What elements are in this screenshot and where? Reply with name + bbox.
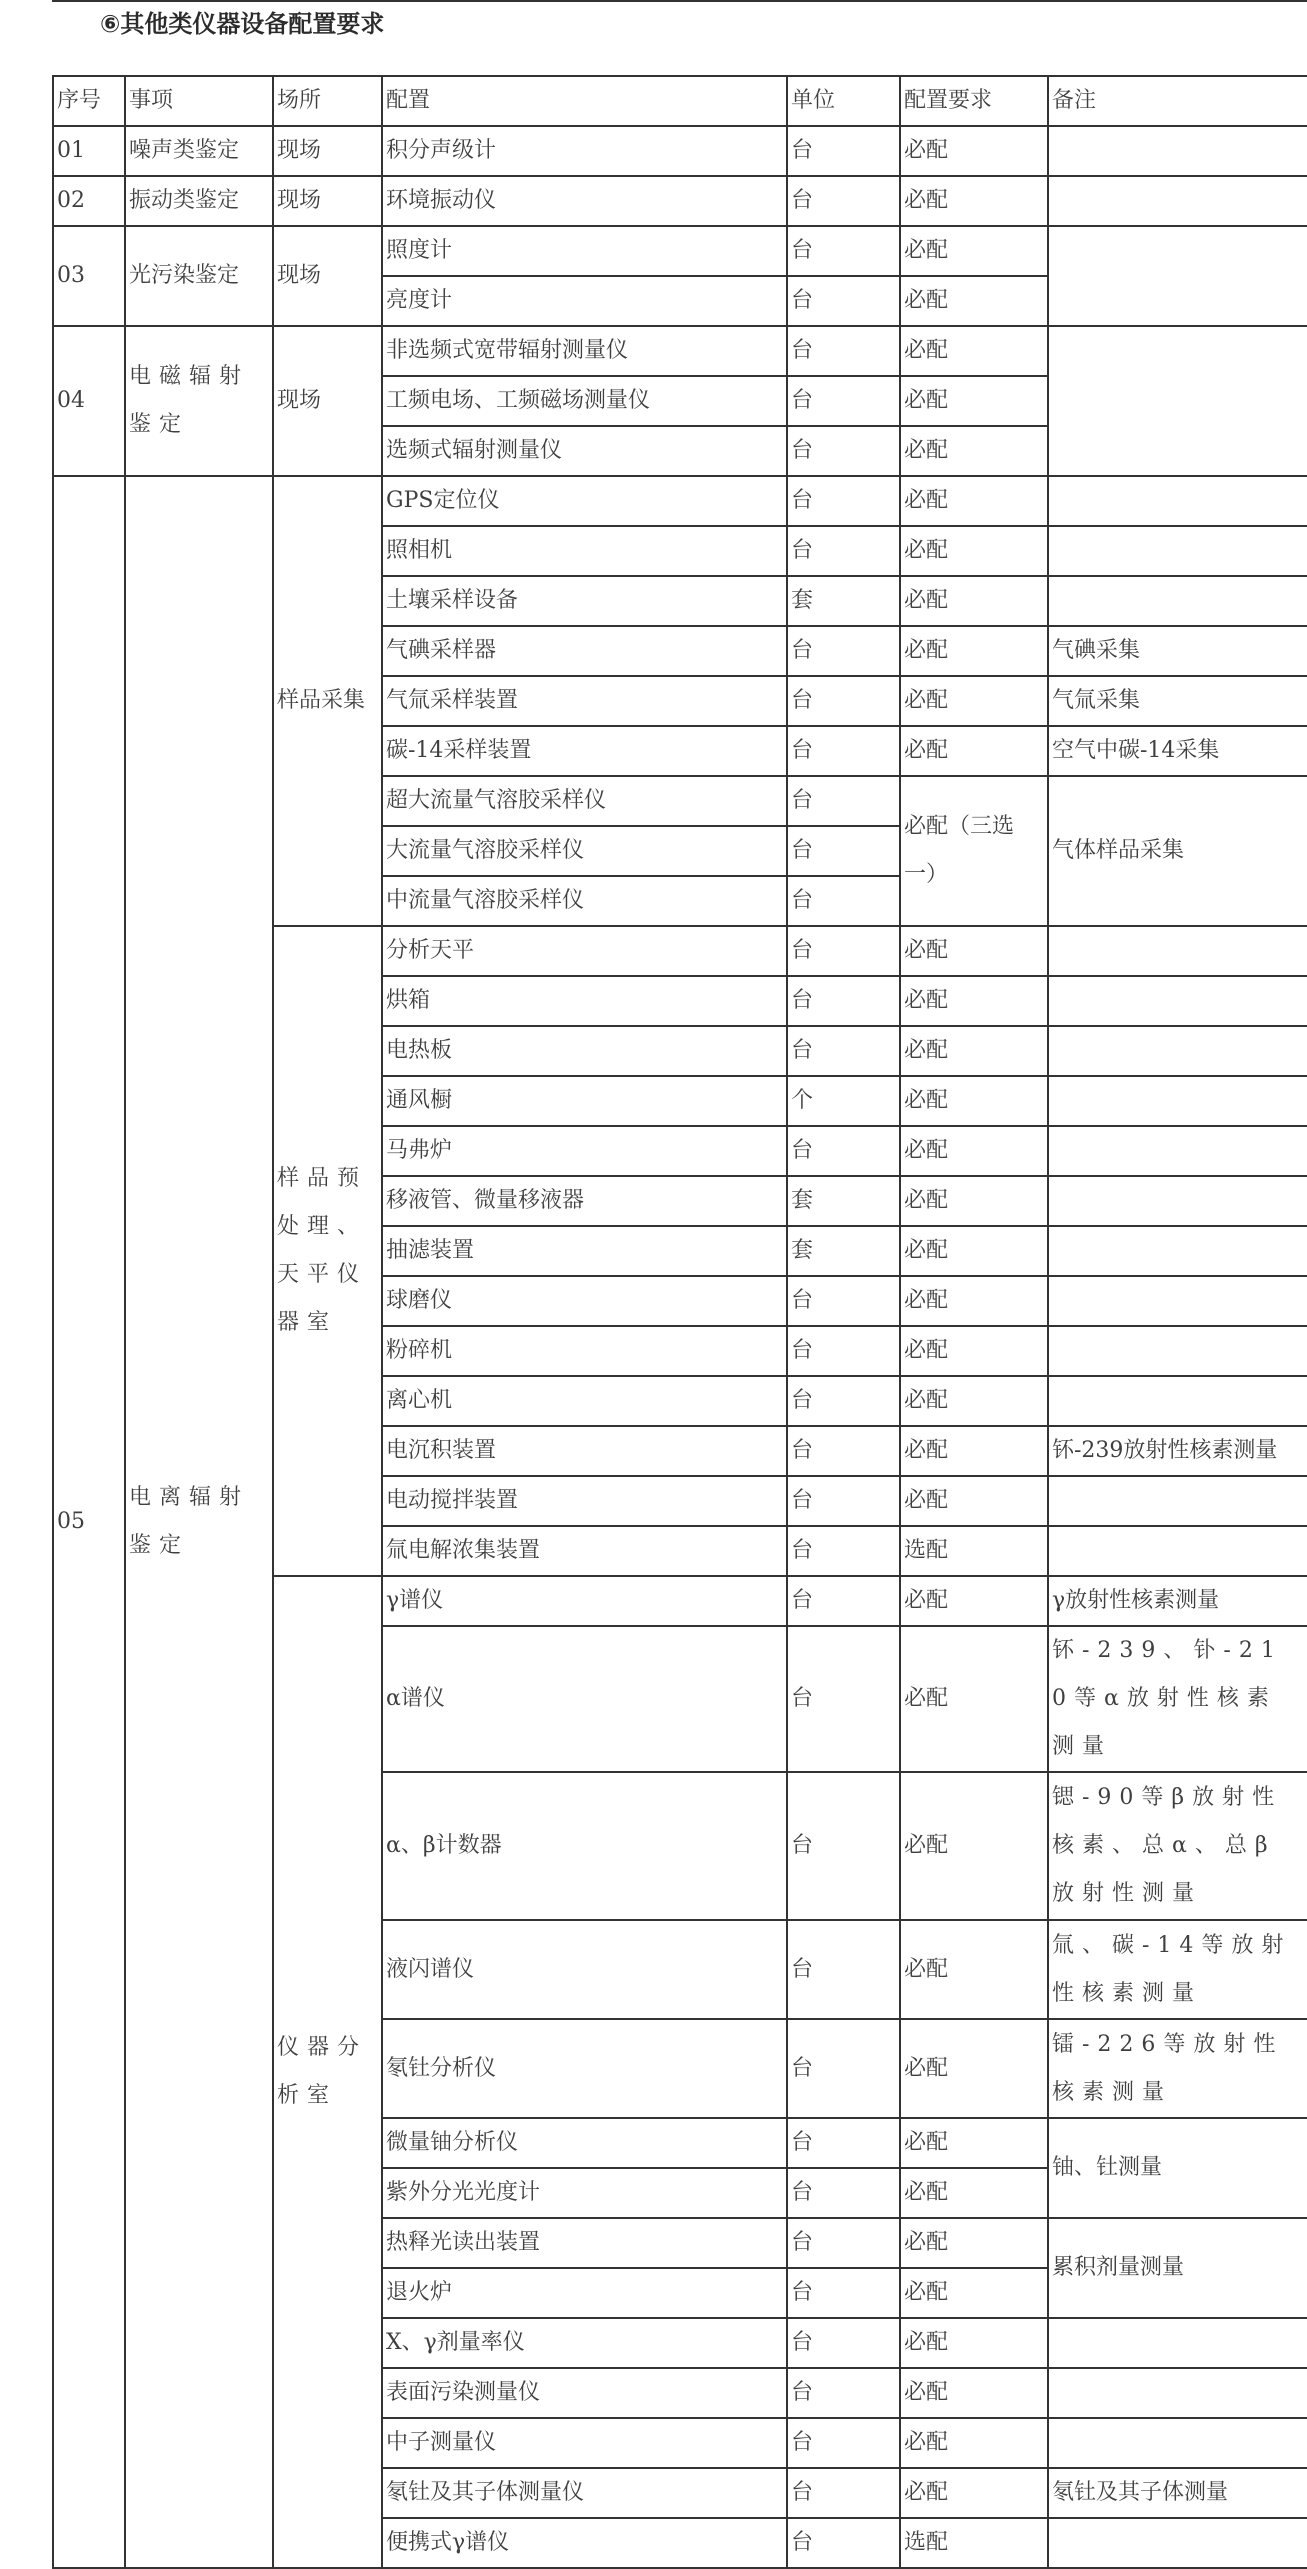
section-no: 05 xyxy=(53,476,125,2568)
requirement-cell: 必配 xyxy=(900,1226,1048,1276)
config-cell: 积分声级计 xyxy=(382,126,787,176)
config-cell: 表面污染测量仪 xyxy=(382,2368,787,2418)
header-unit: 单位 xyxy=(787,76,900,126)
config-cell: 照度计 xyxy=(382,226,787,276)
header-note: 备注 xyxy=(1048,76,1307,126)
requirement-cell: 必配 xyxy=(900,926,1048,976)
equipment-config-table xyxy=(52,75,1307,2569)
unit-cell: 台 xyxy=(787,326,900,376)
requirement-cell: 必配 xyxy=(900,1326,1048,1376)
config-cell: 紫外分光光度计 xyxy=(382,2168,787,2218)
section-item: 光污染鉴定 xyxy=(125,226,273,326)
note-cell xyxy=(1048,326,1307,476)
requirement-cell: 必配 xyxy=(900,126,1048,176)
requirement-cell: 必配 xyxy=(900,2268,1048,2318)
requirement-cell: 必配 xyxy=(900,2118,1048,2168)
unit-cell: 台 xyxy=(787,376,900,426)
note-cell xyxy=(1048,1326,1307,1376)
config-cell: 氡钍及其子体测量仪 xyxy=(382,2468,787,2518)
config-cell: 电热板 xyxy=(382,1026,787,1076)
requirement-cell: 必配 xyxy=(900,676,1048,726)
note-cell xyxy=(1048,226,1307,326)
unit-cell: 台 xyxy=(787,626,900,676)
unit-cell: 台 xyxy=(787,1920,900,2019)
config-cell: 通风橱 xyxy=(382,1076,787,1126)
unit-cell: 台 xyxy=(787,676,900,726)
note-cell xyxy=(1048,176,1307,226)
requirement-cell: 必配 xyxy=(900,1026,1048,1076)
requirement-cell: 必配 xyxy=(900,426,1048,476)
config-cell: 照相机 xyxy=(382,526,787,576)
requirement-cell: 必配 xyxy=(900,2468,1048,2518)
config-cell: 移液管、微量移液器 xyxy=(382,1176,787,1226)
requirement-cell: 必配 xyxy=(900,376,1048,426)
unit-cell: 台 xyxy=(787,2019,900,2118)
unit-cell: 台 xyxy=(787,476,900,526)
config-cell: 电沉积装置 xyxy=(382,1426,787,1476)
config-cell: 气氚采样装置 xyxy=(382,676,787,726)
note-cell xyxy=(1048,2518,1307,2568)
config-cell: 便携式γ谱仪 xyxy=(382,2518,787,2568)
unit-cell: 台 xyxy=(787,1326,900,1376)
unit-cell: 台 xyxy=(787,176,900,226)
requirement-cell: 必配 xyxy=(900,1376,1048,1426)
config-cell: 中子测量仪 xyxy=(382,2418,787,2468)
note-cell: 气氚采集 xyxy=(1048,676,1307,726)
config-cell: 超大流量气溶胶采样仪 xyxy=(382,776,787,826)
note-cell xyxy=(1048,126,1307,176)
table-row xyxy=(53,326,1307,376)
section-item: 电离辐射鉴定 xyxy=(125,476,273,2568)
config-cell: 离心机 xyxy=(382,1376,787,1426)
unit-cell: 台 xyxy=(787,1376,900,1426)
unit-cell: 台 xyxy=(787,1276,900,1326)
unit-cell: 台 xyxy=(787,1626,900,1772)
note-cell: γ放射性核素测量 xyxy=(1048,1576,1307,1626)
unit-cell: 台 xyxy=(787,1576,900,1626)
config-cell: 大流量气溶胶采样仪 xyxy=(382,826,787,876)
config-cell: 热释光读出装置 xyxy=(382,2218,787,2268)
requirement-cell: 必配 xyxy=(900,1920,1048,2019)
unit-cell: 台 xyxy=(787,776,900,826)
config-cell: 电动搅拌装置 xyxy=(382,1476,787,1526)
requirement-cell: 必配 xyxy=(900,1576,1048,1626)
requirement-cell: 必配 xyxy=(900,226,1048,276)
section-no: 03 xyxy=(53,226,125,326)
section-item: 电磁辐射鉴定 xyxy=(125,326,273,476)
unit-cell: 台 xyxy=(787,1126,900,1176)
requirement-cell: 必配 xyxy=(900,2418,1048,2468)
note-cell xyxy=(1048,1526,1307,1576)
note-cell xyxy=(1048,2318,1307,2368)
note-cell xyxy=(1048,526,1307,576)
requirement-cell: 必配 xyxy=(900,1426,1048,1476)
note-cell xyxy=(1048,476,1307,526)
unit-cell: 台 xyxy=(787,2368,900,2418)
section-place: 现场 xyxy=(273,326,382,476)
note-cell: 镭-226等放射性核素测量 xyxy=(1048,2019,1307,2118)
unit-cell: 台 xyxy=(787,126,900,176)
note-cell: 氡钍及其子体测量 xyxy=(1048,2468,1307,2518)
unit-cell: 台 xyxy=(787,2318,900,2368)
unit-cell: 台 xyxy=(787,2168,900,2218)
table-row xyxy=(53,176,1307,226)
unit-cell: 台 xyxy=(787,226,900,276)
note-cell xyxy=(1048,576,1307,626)
config-cell: X、γ剂量率仪 xyxy=(382,2318,787,2368)
note-cell: 气体样品采集 xyxy=(1048,776,1307,926)
unit-cell: 台 xyxy=(787,1476,900,1526)
unit-cell: 台 xyxy=(787,726,900,776)
unit-cell: 台 xyxy=(787,1526,900,1576)
unit-cell: 台 xyxy=(787,276,900,326)
config-cell: 微量铀分析仪 xyxy=(382,2118,787,2168)
config-cell: 选频式辐射测量仪 xyxy=(382,426,787,476)
section-item: 噪声类鉴定 xyxy=(125,126,273,176)
page-title: ⑥其他类仪器设备配置要求 xyxy=(100,10,385,38)
requirement-cell: 必配 xyxy=(900,476,1048,526)
requirement-cell: 必配 xyxy=(900,176,1048,226)
requirement-cell: 必配（三选一） xyxy=(900,776,1048,926)
requirement-cell: 必配 xyxy=(900,1626,1048,1772)
config-cell: 亮度计 xyxy=(382,276,787,326)
unit-cell: 套 xyxy=(787,1176,900,1226)
section-place: 样品预处理、天平仪器室 xyxy=(273,926,382,1576)
note-cell: 铀、钍测量 xyxy=(1048,2118,1307,2218)
requirement-cell: 必配 xyxy=(900,2019,1048,2118)
note-cell: 气碘采集 xyxy=(1048,626,1307,676)
requirement-cell: 必配 xyxy=(900,1126,1048,1176)
unit-cell: 台 xyxy=(787,1026,900,1076)
unit-cell: 台 xyxy=(787,2118,900,2168)
requirement-cell: 必配 xyxy=(900,1276,1048,1326)
section-place: 现场 xyxy=(273,226,382,326)
unit-cell: 台 xyxy=(787,876,900,926)
requirement-cell: 必配 xyxy=(900,526,1048,576)
requirement-cell: 选配 xyxy=(900,2518,1048,2568)
config-cell: 非选频式宽带辐射测量仪 xyxy=(382,326,787,376)
note-cell xyxy=(1048,1376,1307,1426)
header-place: 场所 xyxy=(273,76,382,126)
unit-cell: 台 xyxy=(787,426,900,476)
config-cell: 氚电解浓集装置 xyxy=(382,1526,787,1576)
table-row xyxy=(53,126,1307,176)
config-cell: 液闪谱仪 xyxy=(382,1920,787,2019)
unit-cell: 套 xyxy=(787,1226,900,1276)
note-cell: 氚、碳-14等放射性核素测量 xyxy=(1048,1920,1307,2019)
unit-cell: 台 xyxy=(787,2518,900,2568)
unit-cell: 台 xyxy=(787,2218,900,2268)
note-cell xyxy=(1048,1276,1307,1326)
config-cell: α、β计数器 xyxy=(382,1772,787,1920)
requirement-cell: 必配 xyxy=(900,1772,1048,1920)
config-cell: 球磨仪 xyxy=(382,1276,787,1326)
config-cell: 分析天平 xyxy=(382,926,787,976)
unit-cell: 台 xyxy=(787,926,900,976)
config-cell: γ谱仪 xyxy=(382,1576,787,1626)
config-cell: 烘箱 xyxy=(382,976,787,1026)
requirement-cell: 必配 xyxy=(900,2368,1048,2418)
requirement-cell: 必配 xyxy=(900,626,1048,676)
config-cell: α谱仪 xyxy=(382,1626,787,1772)
note-cell xyxy=(1048,2368,1307,2418)
requirement-cell: 必配 xyxy=(900,2318,1048,2368)
section-place: 样品采集 xyxy=(273,476,382,926)
section-no: 02 xyxy=(53,176,125,226)
unit-cell: 台 xyxy=(787,1772,900,1920)
note-cell xyxy=(1048,926,1307,976)
unit-cell: 台 xyxy=(787,2418,900,2468)
unit-cell: 套 xyxy=(787,576,900,626)
config-cell: 土壤采样设备 xyxy=(382,576,787,626)
unit-cell: 个 xyxy=(787,1076,900,1126)
section-no: 01 xyxy=(53,126,125,176)
section-place: 仪器分析室 xyxy=(273,1576,382,2568)
requirement-cell: 必配 xyxy=(900,1176,1048,1226)
header-item: 事项 xyxy=(125,76,273,126)
note-cell xyxy=(1048,2418,1307,2468)
header-no: 序号 xyxy=(53,76,125,126)
note-cell: 钚-239、钋-210等α放射性核素测量 xyxy=(1048,1626,1307,1772)
requirement-cell: 必配 xyxy=(900,1076,1048,1126)
header-requirement: 配置要求 xyxy=(900,76,1048,126)
unit-cell: 台 xyxy=(787,2468,900,2518)
note-cell xyxy=(1048,1026,1307,1076)
requirement-cell: 必配 xyxy=(900,326,1048,376)
header-config: 配置 xyxy=(382,76,787,126)
config-cell: 粉碎机 xyxy=(382,1326,787,1376)
section-item: 振动类鉴定 xyxy=(125,176,273,226)
requirement-cell: 必配 xyxy=(900,976,1048,1026)
config-cell: 环境振动仪 xyxy=(382,176,787,226)
config-cell: 工频电场、工频磁场测量仪 xyxy=(382,376,787,426)
unit-cell: 台 xyxy=(787,2268,900,2318)
config-cell: 氡钍分析仪 xyxy=(382,2019,787,2118)
note-cell xyxy=(1048,1226,1307,1276)
config-cell: 抽滤装置 xyxy=(382,1226,787,1276)
note-cell xyxy=(1048,1476,1307,1526)
note-cell xyxy=(1048,1176,1307,1226)
note-cell: 锶-90等β放射性核素、总α、总β放射性测量 xyxy=(1048,1772,1307,1920)
config-cell: 气碘采样器 xyxy=(382,626,787,676)
requirement-cell: 必配 xyxy=(900,576,1048,626)
requirement-cell: 选配 xyxy=(900,1526,1048,1576)
table-row xyxy=(53,476,1307,526)
requirement-cell: 必配 xyxy=(900,276,1048,326)
note-cell: 空气中碳-14采集 xyxy=(1048,726,1307,776)
requirement-cell: 必配 xyxy=(900,1476,1048,1526)
table-row xyxy=(53,226,1307,276)
requirement-cell: 必配 xyxy=(900,2218,1048,2268)
note-cell xyxy=(1048,1076,1307,1126)
requirement-cell: 必配 xyxy=(900,2168,1048,2218)
section-place: 现场 xyxy=(273,176,382,226)
note-cell: 累积剂量测量 xyxy=(1048,2218,1307,2318)
section-place: 现场 xyxy=(273,126,382,176)
unit-cell: 台 xyxy=(787,1426,900,1476)
config-cell: 碳-14采样装置 xyxy=(382,726,787,776)
config-cell: 中流量气溶胶采样仪 xyxy=(382,876,787,926)
top-divider xyxy=(52,0,1307,2)
section-no: 04 xyxy=(53,326,125,476)
config-cell: 马弗炉 xyxy=(382,1126,787,1176)
header-row xyxy=(53,76,1307,126)
note-cell: 钚-239放射性核素测量 xyxy=(1048,1426,1307,1476)
note-cell xyxy=(1048,1126,1307,1176)
note-cell xyxy=(1048,976,1307,1026)
unit-cell: 台 xyxy=(787,526,900,576)
config-cell: GPS定位仪 xyxy=(382,476,787,526)
unit-cell: 台 xyxy=(787,826,900,876)
config-cell: 退火炉 xyxy=(382,2268,787,2318)
unit-cell: 台 xyxy=(787,976,900,1026)
requirement-cell: 必配 xyxy=(900,726,1048,776)
